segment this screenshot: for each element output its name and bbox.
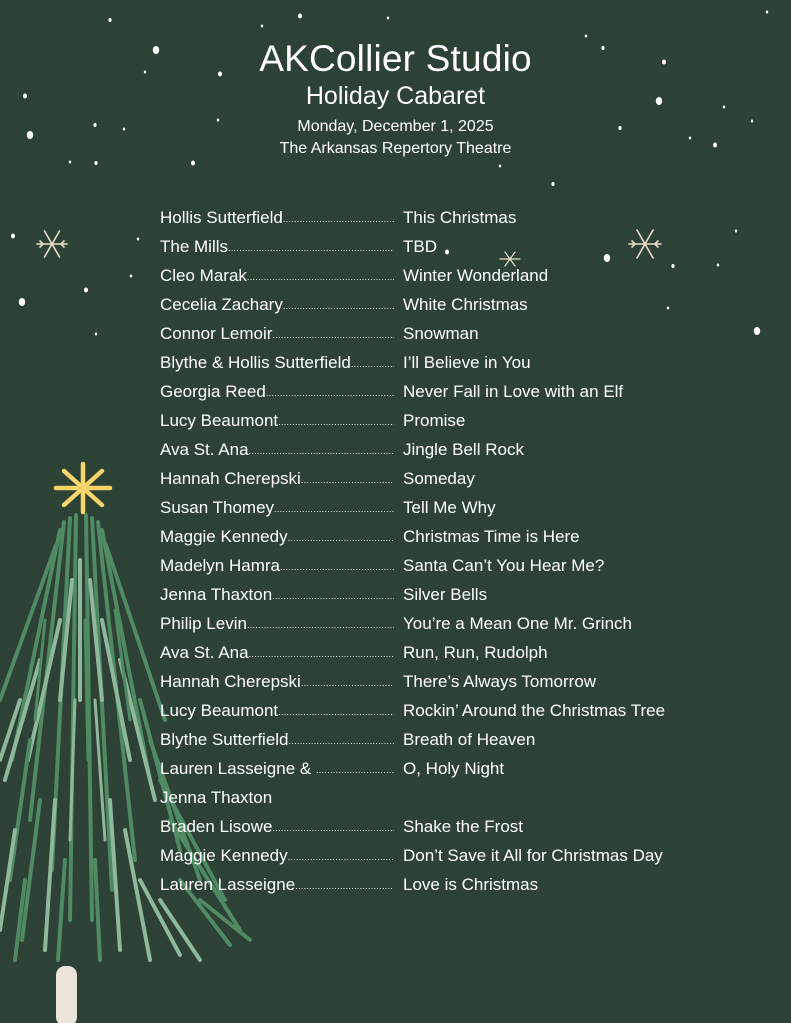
performer-name: Lucy Beaumont ..... bbox=[160, 411, 394, 431]
performer-name: Braden Lisowe ..... bbox=[160, 817, 394, 837]
song-title: TBD bbox=[403, 237, 437, 256]
song-title: Breath of Heaven bbox=[403, 730, 536, 749]
program-entry bbox=[160, 614, 720, 643]
program-entry bbox=[160, 353, 720, 382]
program-entry bbox=[160, 875, 720, 904]
song-title: Run, Run, Rudolph bbox=[403, 643, 548, 662]
event-venue: The Arkansas Repertory Theatre bbox=[279, 140, 512, 157]
performer-name: The Mills ..... bbox=[160, 237, 394, 257]
performer-name: Philip Levin ..... bbox=[160, 614, 394, 634]
event-title: Holiday Cabaret bbox=[305, 82, 486, 110]
program-entry bbox=[160, 788, 720, 817]
event-date: Monday, December 1, 2025 bbox=[297, 118, 494, 135]
performer-name: Lauren Lasseigne & ..... bbox=[160, 759, 394, 779]
performer-name: Jenna Thaxton bbox=[160, 788, 273, 807]
program-entry bbox=[160, 817, 720, 846]
program-entry bbox=[160, 701, 720, 730]
program-entry bbox=[160, 266, 720, 295]
song-title: Silver Bells bbox=[403, 585, 488, 604]
performer-name: Lucy Beaumont ..... bbox=[160, 701, 394, 721]
program-entry bbox=[160, 556, 720, 585]
program-entry bbox=[160, 237, 720, 266]
program-entry bbox=[160, 324, 720, 353]
program-entry bbox=[160, 672, 720, 701]
song-title: This Christmas bbox=[403, 208, 517, 227]
performer-name: Hollis Sutterfield ..... bbox=[160, 208, 394, 228]
performer-name: Connor Lemoir ..... bbox=[160, 324, 394, 344]
program-entry bbox=[160, 411, 720, 440]
program-entry bbox=[160, 498, 720, 527]
performer-name: Cecelia Zachary ..... bbox=[160, 295, 394, 315]
song-title: O, Holy Night bbox=[403, 759, 505, 778]
song-title: Don’t Save it All for Christmas Day bbox=[403, 846, 663, 865]
program-entry bbox=[160, 469, 720, 498]
song-title: Never Fall in Love with an Elf bbox=[403, 382, 624, 401]
performer-name: Blythe Sutterfield ..... bbox=[160, 730, 394, 750]
performer-name: Cleo Marak ..... bbox=[160, 266, 394, 286]
song-title: Promise bbox=[403, 411, 466, 430]
program-entry bbox=[160, 730, 720, 759]
song-title: Shake the Frost bbox=[403, 817, 524, 836]
performer-name: Blythe & Hollis Sutterfield ..... bbox=[160, 353, 394, 373]
song-title: Winter Wonderland bbox=[403, 266, 549, 285]
performer-name: Maggie Kennedy ..... bbox=[160, 846, 394, 866]
song-title: Jingle Bell Rock bbox=[403, 440, 524, 459]
song-title: There’s Always Tomorrow bbox=[403, 672, 597, 691]
performer-name: Hannah Cherepski ..... bbox=[160, 469, 394, 489]
song-title: Snowman bbox=[403, 324, 479, 343]
program-entry bbox=[160, 643, 720, 672]
performer-name: Madelyn Hamra ..... bbox=[160, 556, 394, 576]
performer-name: Jenna Thaxton ..... bbox=[160, 585, 394, 605]
song-title: Rockin’ Around the Christmas Tree bbox=[403, 701, 666, 720]
performer-name: Lauren Lasseigne ..... bbox=[160, 875, 394, 895]
performer-name: Georgia Reed ..... bbox=[160, 382, 394, 402]
song-title: You’re a Mean One Mr. Grinch bbox=[403, 614, 632, 633]
program-entry bbox=[160, 527, 720, 556]
song-title: Someday bbox=[403, 469, 475, 488]
program-entry bbox=[160, 759, 720, 788]
song-title: Christmas Time is Here bbox=[403, 527, 580, 546]
song-title: Tell Me Why bbox=[403, 498, 496, 517]
program-entry bbox=[160, 440, 720, 469]
performer-name: Susan Thomey ..... bbox=[160, 498, 394, 518]
performer-name: Maggie Kennedy ..... bbox=[160, 527, 394, 547]
program-entry bbox=[160, 295, 720, 324]
program-entry bbox=[160, 382, 720, 411]
song-title: Santa Can’t You Hear Me? bbox=[403, 556, 605, 575]
program-entry bbox=[160, 208, 720, 237]
program-entry bbox=[160, 846, 720, 875]
song-title: I’ll Believe in You bbox=[403, 353, 531, 372]
program-entry bbox=[160, 585, 720, 614]
performer-name: Ava St. Ana ..... bbox=[160, 440, 394, 460]
song-title: White Christmas bbox=[403, 295, 528, 314]
studio-name: AKCollier Studio bbox=[259, 38, 532, 79]
performer-name: Ava St. Ana ..... bbox=[160, 643, 394, 663]
performer-name: Hannah Cherepski ..... bbox=[160, 672, 394, 692]
song-title: Love is Christmas bbox=[403, 875, 539, 894]
